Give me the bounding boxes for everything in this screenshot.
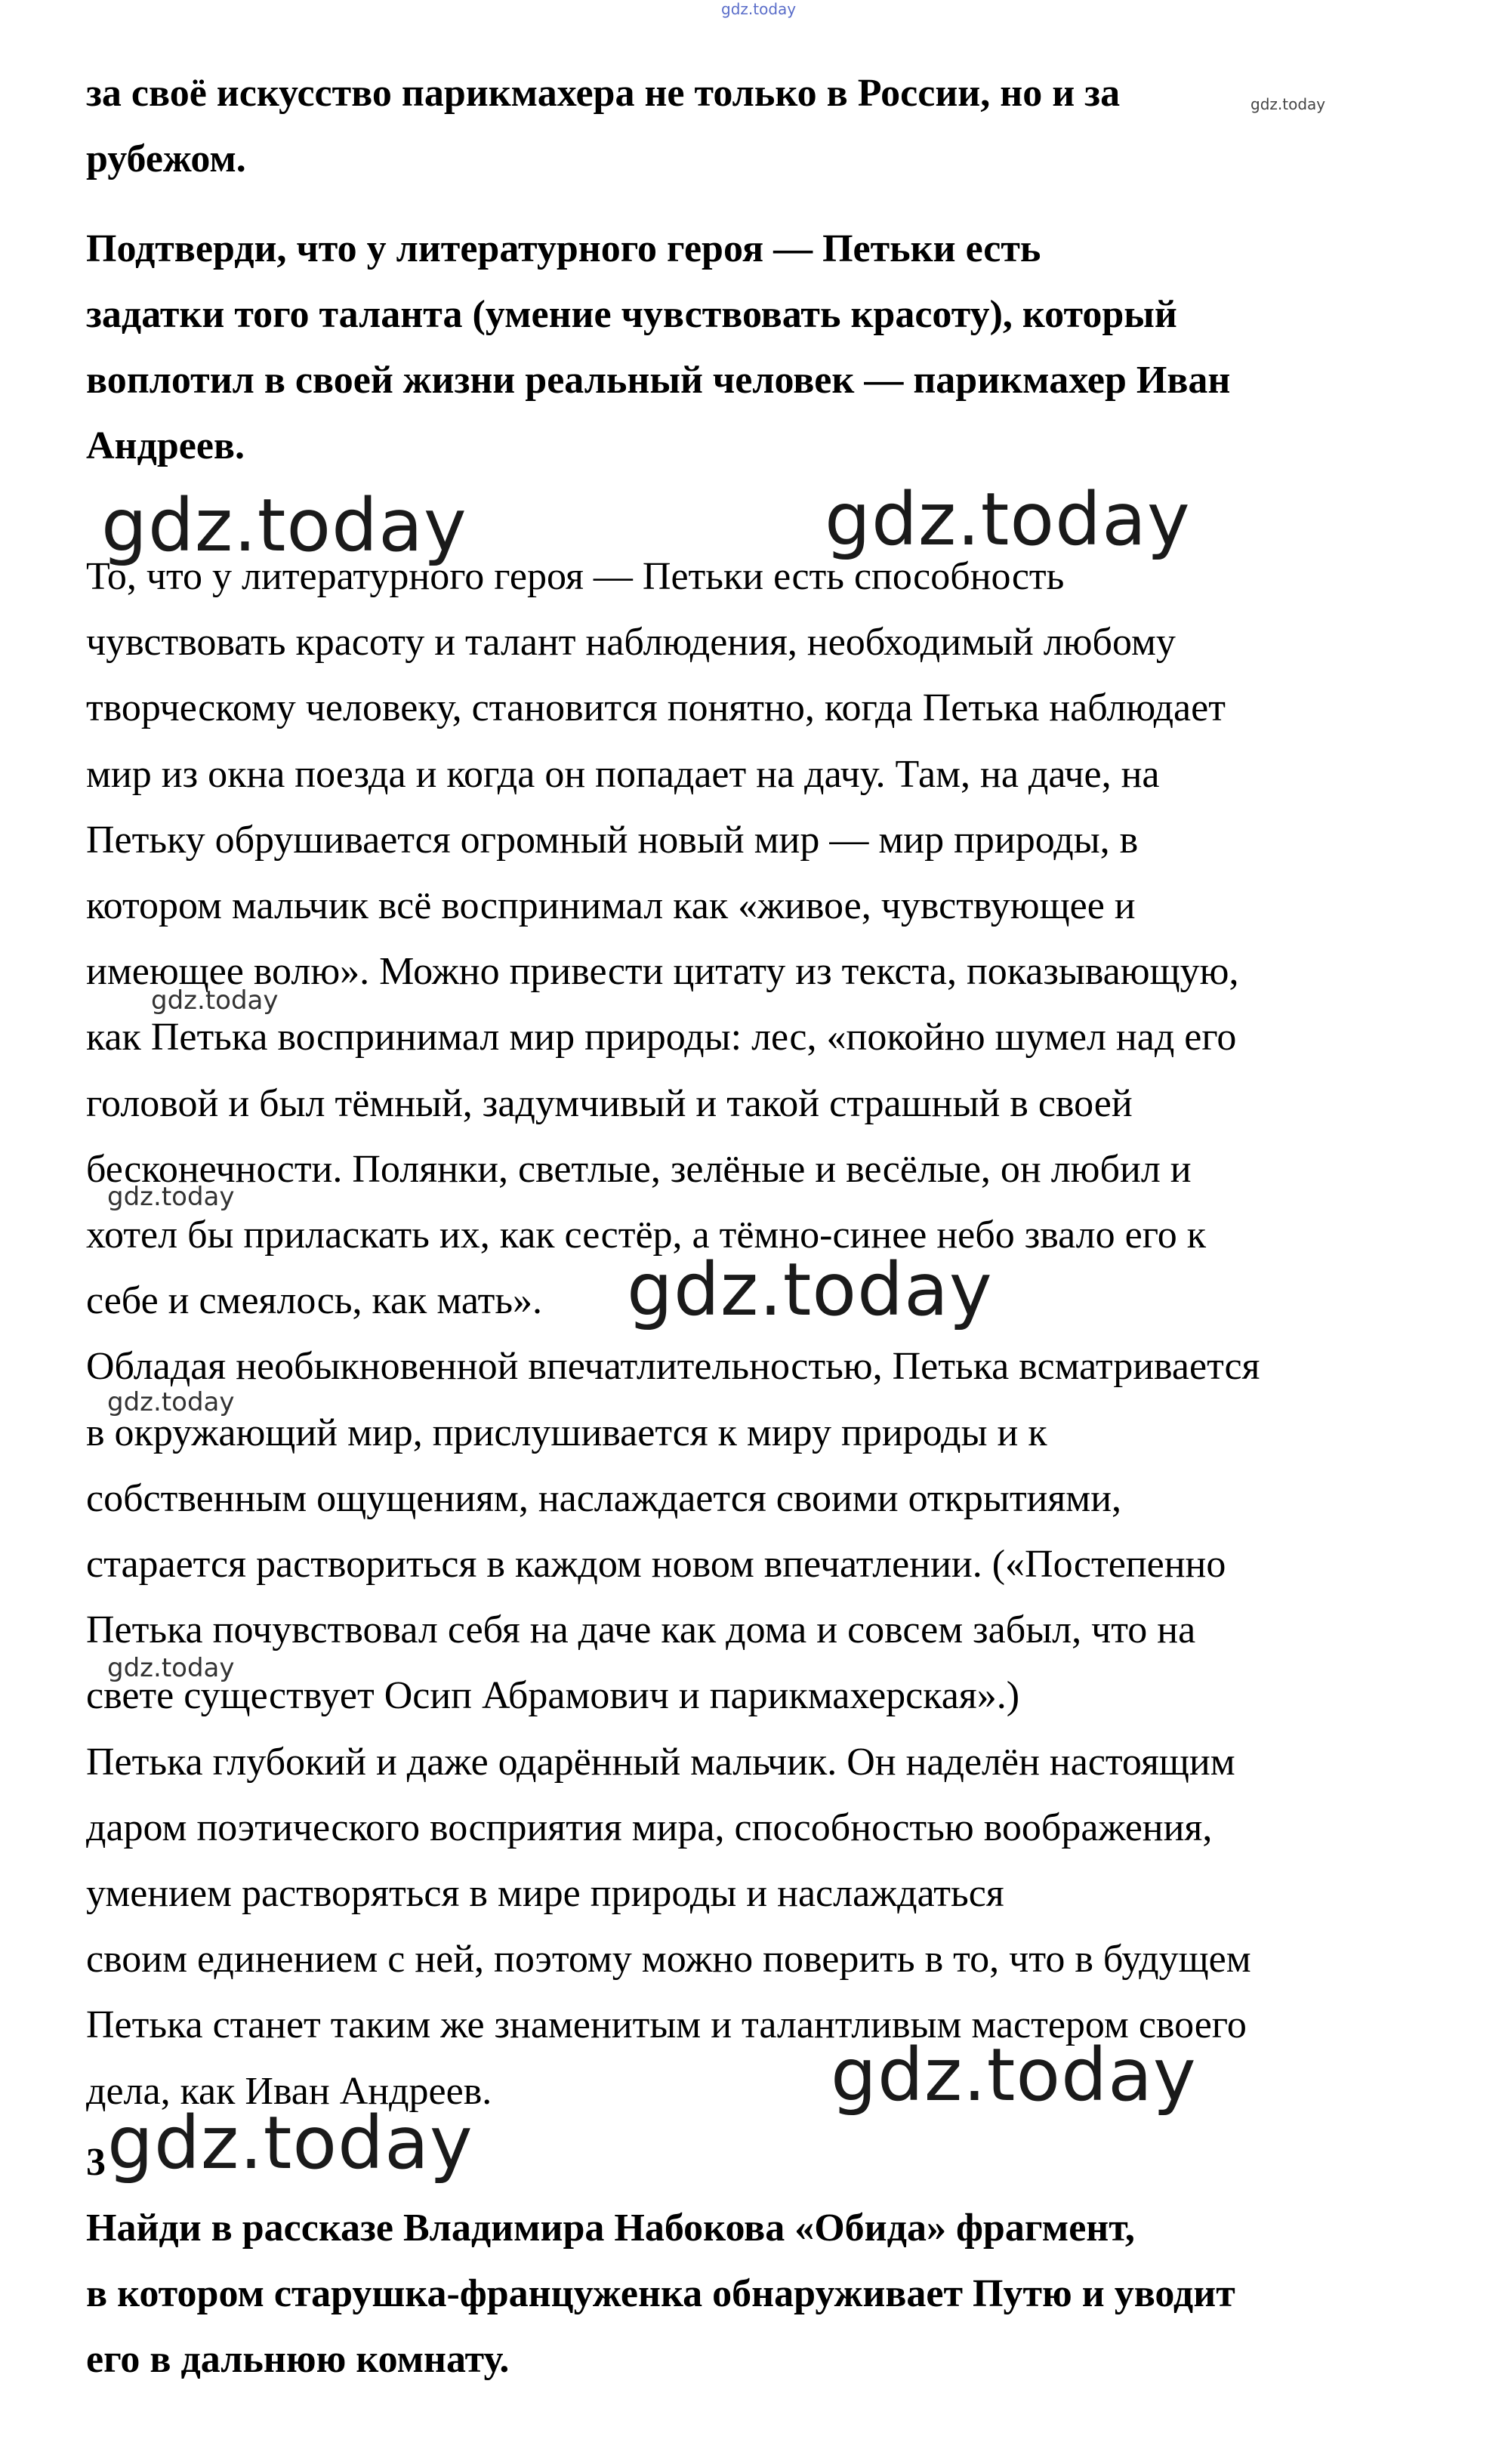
task3-line: в котором старушка-француженка обнаруживает Путю и уводит [86,2272,1235,2315]
watermark-large: gdz.today [825,477,1191,562]
answer-line: То, что у литературного героя — Петьки есть способность [86,555,1065,598]
watermark-small: gdz.today [107,1653,235,1683]
task3-number: 3 [86,2141,106,2184]
task3-line: Найди в рассказе Владимира Набокова «Обида» фрагмент, [86,2206,1135,2250]
task3-line: его в дальнюю комнату. [86,2338,510,2381]
task-line: задатки того таланта (умение чувствовать красоту), который [86,293,1177,336]
answer-line: Петька почувствовал себя на даче как дома и совсем забыл, что на [86,1608,1196,1652]
intro-text [86,60,1445,192]
answer-line: мир из окна поезда и когда он попадает на дачу. Там, на даче, на [86,752,1160,796]
answer-line: головой и был тёмный, задумчивый и такой страшный в своей [86,1081,1133,1125]
answer-line: Петьку обрушивается огромный новый мир — мир природы, в [86,818,1139,862]
answer-line: собственным ощущениям, наслаждается своими открытиями, [86,1476,1122,1520]
answer-line: как Петька воспринимал мир природы: лес, «покойно шумел над его [86,1016,1237,1059]
intro-line: рубежом. [86,137,246,180]
task3-question [86,2195,1445,2392]
task-line: Андреев. [86,424,245,467]
task-question [86,216,1445,479]
answer-line: старается раствориться в каждом новом впечатлении. («Постепенно [86,1543,1226,1587]
answer-line: дела, как Иван Андреев. [86,2069,492,2113]
answer-line: себе и смеялось, как мать». [86,1279,543,1323]
answer-line: Петька глубокий и даже одарённый мальчик. Он наделён настоящим [86,1740,1235,1784]
top-watermark: gdz.today [721,0,797,18]
answer-line: имеющее волю». Можно привести цитату из текста, показывающую, [86,950,1239,994]
answer-line: творческому человеку, становится понятно, когда Петька наблюдает [86,686,1226,730]
answer-line: своим единением с ней, поэтому можно поверить в то, что в будущем [86,1938,1251,1981]
watermark-large: gdz.today [101,483,467,568]
watermark-small: gdz.today [107,1387,235,1417]
answer-line: бесконечности. Полянки, светлые, зелёные и весёлые, он любил и [86,1147,1192,1191]
answer-line: даром поэтического восприятия мира, способностью воображения, [86,1806,1213,1849]
answer-line: Петька станет таким же знаменитым и талантливым мастером своего [86,2003,1247,2047]
watermark-large: gdz.today [107,2101,473,2185]
intro-line: за своё искусство парикмахера не только в России, но и за [86,72,1121,115]
answer-line: в окружающий мир, прислушивается к миру природы и к [86,1411,1047,1454]
watermark-small: gdz.today [107,1182,235,1212]
watermark-large: gdz.today [831,2033,1197,2117]
task-line: воплотил в своей жизни реальный человек — парикмахер Иван [86,359,1231,402]
watermark-large: gdz.today [627,1247,993,1332]
answer-line: чувствовать красоту и талант наблюдения, необходимый любому [86,621,1176,665]
answer-line: хотел бы приласкать их, как сестёр, а тёмно-синее небо звало его к [86,1213,1206,1257]
task-line: Подтверди, что у литературного героя — Петьки есть [86,227,1041,270]
answer-line: котором мальчик всё воспринимал как «живое, чувствующее и [86,884,1136,928]
watermark-small: gdz.today [151,985,279,1016]
answer-text [86,544,1445,2124]
watermark-small: gdz.today [1250,95,1326,113]
answer-line: свете существует Осип Абрамович и парикмахерская».) [86,1674,1020,1718]
answer-line: умением растворяться в мире природы и наслаждаться [86,1872,1004,1916]
answer-line: Обладая необыкновенной впечатлительностью, Петька всматривается [86,1345,1260,1389]
